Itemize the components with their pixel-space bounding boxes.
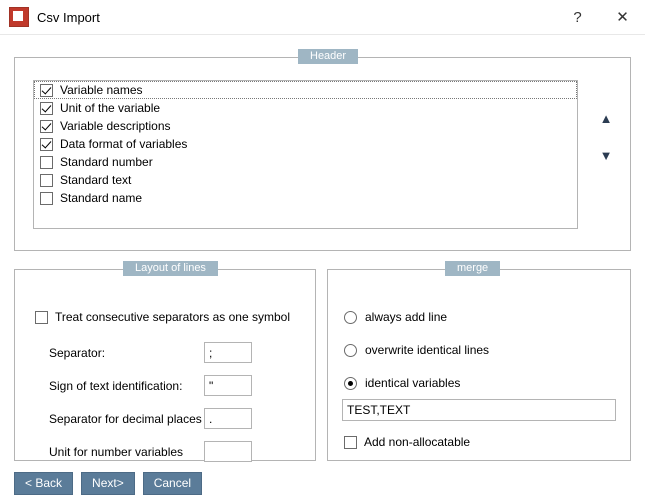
list-item[interactable] [34, 81, 577, 99]
move-down-icon[interactable]: ▼ [599, 147, 613, 163]
list-item-label: Variable names [60, 83, 143, 97]
add-non-allocatable-label: Add non-allocatable [364, 435, 471, 449]
decimal-separator-row [49, 408, 252, 429]
list-item-label: Standard text [60, 173, 132, 187]
add-non-allocatable-row[interactable] [344, 435, 470, 449]
window-title: Csv Import [37, 9, 100, 25]
radio-overwrite-identical-lines[interactable] [344, 343, 489, 357]
list-item-label: Variable descriptions [60, 119, 171, 133]
checkbox-standard-number[interactable] [40, 156, 53, 169]
dialog-footer [14, 472, 202, 495]
csv-app-icon [9, 7, 29, 27]
separator-input[interactable] [204, 342, 252, 363]
window-controls [555, 0, 645, 34]
merge-group-legend: merge [445, 261, 500, 276]
dialog-content [0, 35, 645, 490]
text-identification-input[interactable] [204, 375, 252, 396]
list-item[interactable] [34, 117, 577, 135]
radio-label: identical variables [365, 376, 461, 390]
list-item[interactable] [34, 135, 577, 153]
cancel-button[interactable]: Cancel [143, 472, 202, 495]
identical-variables-input[interactable] [342, 399, 616, 421]
decimal-separator-label: Separator for decimal places [49, 411, 202, 426]
help-button[interactable]: ? [573, 8, 582, 26]
checkbox-treat-consecutive-separators[interactable] [35, 311, 48, 324]
radio-icon-overwrite-identical-lines[interactable] [344, 344, 357, 357]
list-item[interactable] [34, 189, 577, 207]
text-identification-row [49, 375, 252, 396]
layout-group-legend: Layout of lines [123, 261, 218, 276]
radio-label: overwrite identical lines [365, 343, 490, 357]
list-item[interactable] [34, 171, 577, 189]
header-group-legend: Header [298, 49, 358, 64]
text-identification-label: Sign of text identification: [49, 378, 183, 393]
close-icon[interactable]: ✕ [616, 9, 629, 26]
checkbox-standard-text[interactable] [40, 174, 53, 187]
list-item[interactable] [34, 99, 577, 117]
header-group [14, 50, 631, 251]
number-unit-label: Unit for number variables [49, 444, 184, 459]
radio-label: always add line [365, 310, 448, 324]
decimal-separator-input[interactable] [204, 408, 252, 429]
list-item-label: Unit of the variable [60, 101, 161, 115]
move-up-icon[interactable]: ▲ [599, 110, 613, 126]
radio-icon-identical-variables[interactable] [344, 377, 357, 390]
checkbox-unit-of-the-variable[interactable] [40, 102, 53, 115]
list-item-label: Data format of variables [60, 137, 188, 151]
checkbox-add-non-allocatable[interactable] [344, 436, 357, 449]
checkbox-standard-name[interactable] [40, 192, 53, 205]
number-unit-row [49, 441, 252, 462]
list-item-label: Standard name [60, 191, 143, 205]
merge-group [327, 262, 631, 461]
separator-label: Separator: [49, 345, 106, 360]
checkbox-variable-names[interactable] [40, 84, 53, 97]
checkbox-data-format-of-variables[interactable] [40, 138, 53, 151]
number-unit-input[interactable] [204, 441, 252, 462]
title-bar [0, 0, 645, 35]
header-options-list[interactable] [33, 80, 578, 229]
checkbox-variable-descriptions[interactable] [40, 120, 53, 133]
consecutive-separators-label: Treat consecutive separators as one symbol [55, 310, 291, 324]
radio-icon-always-add-line[interactable] [344, 311, 357, 324]
list-item[interactable] [34, 153, 577, 171]
list-item-label: Standard number [60, 155, 153, 169]
next-button[interactable]: Next> [81, 472, 135, 495]
layout-of-lines-group [14, 262, 316, 461]
separator-row [49, 342, 252, 363]
consecutive-separators-row[interactable] [35, 310, 290, 324]
radio-identical-variables[interactable] [344, 376, 460, 390]
back-button[interactable]: < Back [14, 472, 73, 495]
radio-always-add-line[interactable] [344, 310, 447, 324]
